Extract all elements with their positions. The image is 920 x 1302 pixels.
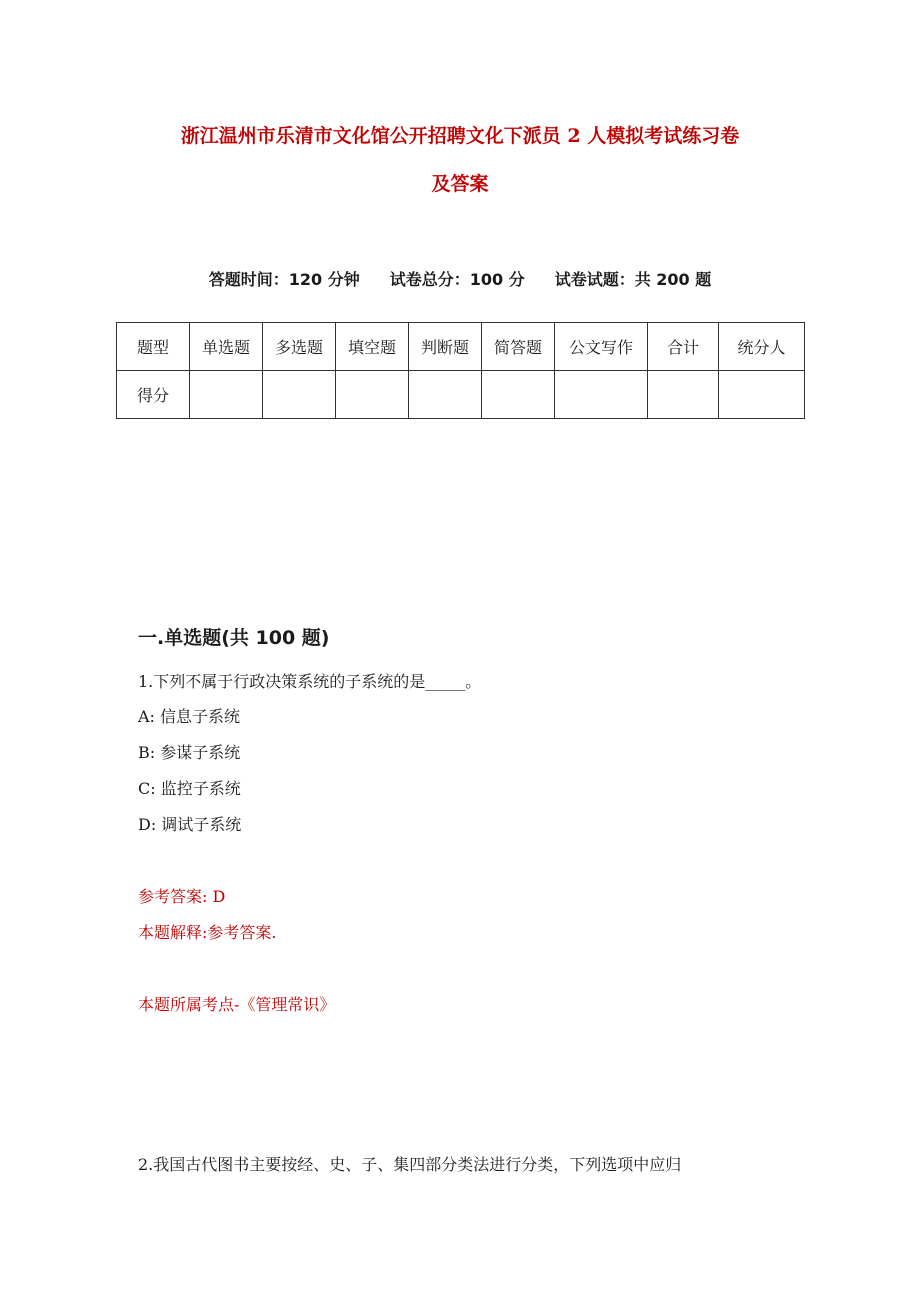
document-title-line-1: 浙江温州市乐清市文化馆公开招聘文化下派员 2 人模拟考试练习卷 bbox=[180, 125, 740, 147]
table-header-cell: 简答题 bbox=[482, 323, 555, 371]
question-1-explanation: 本题解释:参考答案. bbox=[138, 923, 277, 942]
table-header-cell: 合计 bbox=[648, 323, 719, 371]
table-header-cell: 判断题 bbox=[409, 323, 482, 371]
table-header-cell: 公文写作 bbox=[555, 323, 648, 371]
question-1-option-b: B: 参谋子系统 bbox=[138, 743, 241, 762]
exam-time: 答题时间：120 分钟 bbox=[208, 270, 360, 289]
score-cell bbox=[263, 371, 336, 419]
score-cell bbox=[719, 371, 805, 419]
score-cell bbox=[482, 371, 555, 419]
score-row-label: 得分 bbox=[117, 371, 190, 419]
score-cell bbox=[555, 371, 648, 419]
question-1-option-c: C: 监控子系统 bbox=[138, 779, 241, 798]
exam-meta bbox=[0, 269, 920, 291]
exam-question-count: 试卷试题：共 200 题 bbox=[554, 270, 712, 289]
score-table bbox=[116, 322, 805, 419]
question-1-answer: 参考答案: D bbox=[138, 887, 226, 906]
exam-total-score: 试卷总分：100 分 bbox=[389, 270, 525, 289]
question-1-option-a: A: 信息子系统 bbox=[138, 707, 241, 726]
score-table-score-row bbox=[117, 371, 805, 419]
score-cell bbox=[648, 371, 719, 419]
table-header-cell: 统分人 bbox=[719, 323, 805, 371]
table-header-cell: 填空题 bbox=[336, 323, 409, 371]
table-header-cell: 多选题 bbox=[263, 323, 336, 371]
question-1-option-d: D: 调试子系统 bbox=[138, 815, 242, 834]
table-header-cell: 题型 bbox=[117, 323, 190, 371]
document-title-line-2: 及答案 bbox=[431, 173, 489, 195]
score-cell bbox=[409, 371, 482, 419]
score-table-header-row bbox=[117, 323, 805, 371]
question-1-text: 1.下列不属于行政决策系统的子系统的是_____。 bbox=[138, 672, 482, 691]
question-1-topic: 本题所属考点-《管理常识》 bbox=[138, 995, 336, 1014]
score-cell bbox=[336, 371, 409, 419]
table-header-cell: 单选题 bbox=[190, 323, 263, 371]
score-cell bbox=[190, 371, 263, 419]
question-2-text: 2.我国古代图书主要按经、史、子、集四部分类法进行分类，下列选项中应归 bbox=[138, 1155, 682, 1174]
section-heading: 一.单选题(共 100 题) bbox=[138, 627, 330, 649]
